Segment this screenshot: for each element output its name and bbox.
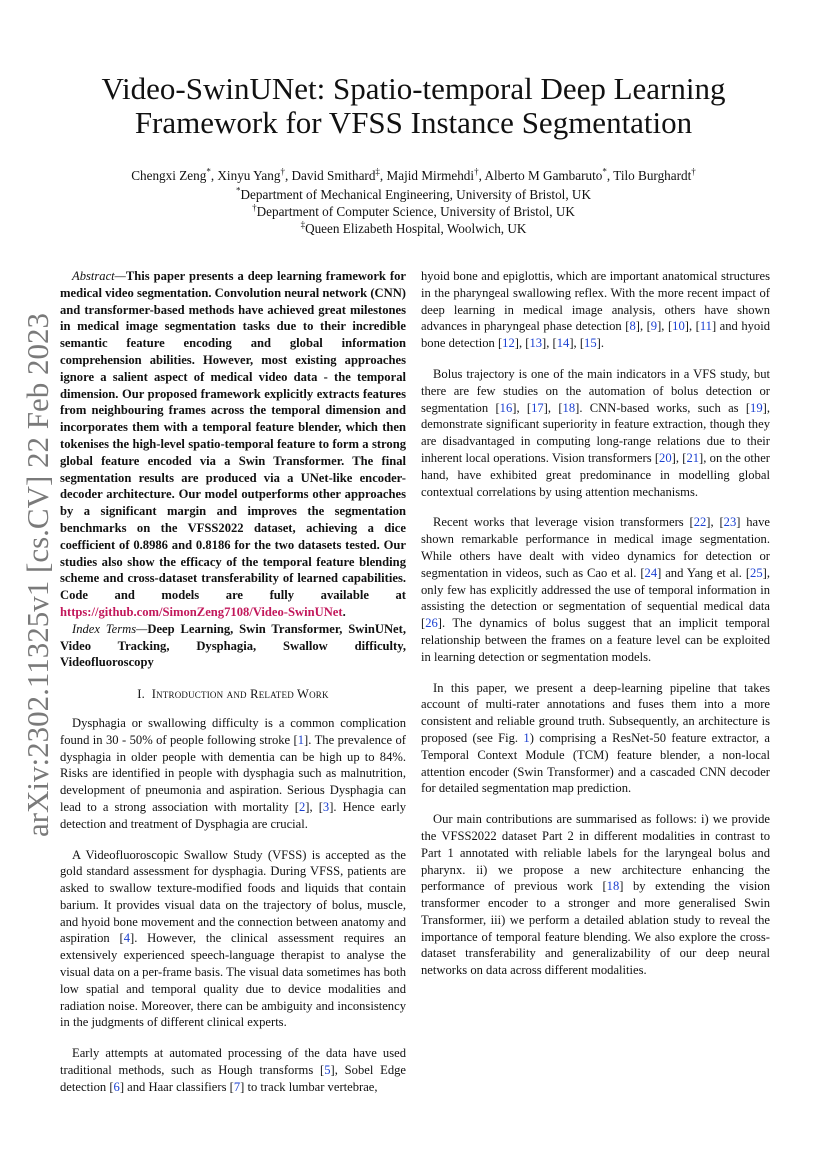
left-column [60, 268, 406, 1096]
author-list: Chengxi Zeng*, Xinyu Yang†, David Smithard‡, Majid Mirmehdi†, Alberto M Gambaruto*, Tilo Burghardt† [131, 166, 696, 183]
citation-link[interactable]: 1 [297, 732, 305, 747]
citation-link[interactable]: 19 [750, 400, 763, 415]
citation-link[interactable]: 23 [723, 515, 737, 530]
citation-link[interactable]: 18 [606, 879, 620, 894]
citation-link[interactable]: 12 [502, 336, 515, 351]
citation-link[interactable]: 5 [324, 1063, 331, 1078]
abstract-label: Abstract— [72, 269, 126, 283]
citation-link[interactable]: 7 [233, 1079, 241, 1094]
citation-link[interactable]: 18 [562, 400, 576, 415]
citation-link[interactable]: 21 [686, 450, 700, 465]
affiliation-mark: * [236, 185, 241, 196]
citation-link[interactable]: 20 [659, 450, 672, 465]
code-link[interactable]: https://github.com/SimonZeng7108/Video-SwinUNet [60, 604, 343, 619]
citation-link[interactable]: 11 [699, 319, 712, 334]
index-terms [60, 621, 406, 671]
citation-link[interactable]: 17 [531, 400, 544, 415]
paragraph: Recent works that leverage vision transformers [22], [23] have shown remarkable performance in medical image segmentation. While others have dealt with video dynamics for detection or segmentation in videos, such as Cao et al. [24] and Yang et al. [25], only few has explicitly addressed the use of temporal information in assisting the detection or segmentation of sequential medical data [26]. The dynamics of bolus suggest that an implicit temporal relationship between the frames on a feature level can be exploited in learning detection or segmentation models. [421, 515, 771, 664]
abstract-text: This paper presents a deep learning framework for medical video segmentation. Convolution neural network (CNN) and transformer-based methods have achieved great milestones in medical image segmentation tasks due to their incredible semantic feature encoding and global information comprehension abilities. However, most existing approaches ignore a salient aspect of medical video data - the temporal dimension. Our proposed framework explicitly extracts features from neighbouring frames across the temporal dimension and incorporates them with a temporal feature blender, which then tokenises the high-level spatio-temporal feature to form a strong global feature encoded via a Swin Transformer. The final segmentation results are produced via a UNet-like encoder-decoder architecture. Our model outperforms other approaches by a significant margin and improves the segmentation benchmarks on the VFSS2022 dataset, achieving a dice coefficient of 0.8986 and 0.8186 for the two datasets tested. Our studies also show the efficacy of the temporal feature blending scheme and cross-dataset transferability of learned capabilities. Code and models are fully available at [60, 269, 406, 603]
title-line: Framework for VFSS Instance Segmentation [134, 105, 693, 140]
affiliation-2 [0, 203, 827, 220]
citation-link[interactable]: 8 [629, 319, 636, 334]
citation-link[interactable]: 24 [644, 565, 658, 580]
author-name: Chengxi Zeng [131, 168, 207, 183]
arxiv-stamp: arXiv:2302.11325v1 [cs.CV] 22 Feb 2023 [20, 312, 55, 838]
citation-link[interactable]: 2 [298, 799, 306, 814]
index-terms-text: Deep Learning, Swin Transformer, SwinUNet, Video Tracking, Dysphagia, Swallow difficulty, Videofluoroscopy [60, 621, 406, 670]
citation-link[interactable]: 16 [499, 400, 513, 415]
affiliation-mark: † [252, 202, 257, 213]
abstract [60, 268, 406, 621]
citation-link[interactable]: 13 [529, 336, 543, 351]
index-terms-label: Index Terms— [72, 621, 148, 636]
citation-link[interactable]: 6 [113, 1079, 120, 1094]
author-mark: * [602, 166, 607, 177]
paper-title [0, 72, 827, 140]
paragraph: Dysphagia or swallowing difficulty is a common complication found in 30 - 50% of people following stroke [1]. The prevalence of dysphagia in older people with dementia can be high up to 84%. Risks are identified in people with dysphagia such as malnutrition, development of pneumonia and aspiration. Serious Dysphagia can lead to a strong association with mortality [2], [3]. Hence early detection and treatment of Dysphagia are crucial. [60, 715, 407, 831]
author-name: David Smithard [291, 168, 376, 183]
citation-link[interactable]: 15 [584, 336, 597, 351]
affiliation-text: Queen Elizabeth Hospital, Woolwich, UK [305, 221, 527, 236]
affiliation-3 [0, 220, 827, 237]
affiliation-mark: ‡ [300, 219, 306, 230]
section-heading [60, 686, 406, 703]
title-line: Video-SwinUNet: Spatio-temporal Deep Learning [101, 71, 726, 106]
affiliation-text: Department of Computer Science, University of Bristol, UK [256, 204, 575, 219]
section-title: Introduction and Related Work [151, 687, 329, 702]
citation-link[interactable]: 4 [123, 931, 130, 946]
author-name: Alberto M Gambaruto [484, 168, 603, 183]
citation-link[interactable]: 14 [556, 336, 570, 351]
citation-link[interactable]: 22 [693, 515, 707, 530]
citation-link[interactable]: 10 [672, 319, 685, 334]
author-mark: † [280, 166, 285, 177]
paragraph: A Videofluoroscopic Swallow Study (VFSS) is accepted as the gold standard assessment for dysphagia. During VFSS, patients are asked to swallow texture-modified foods and liquids that contain barium. It provides visual data on the trajectory of bolus, muscle, and hyoid bone movement and the connection between anatomy and aspiration [4]. However, the clinical assessment requires an extensively experienced speech-language therapist to analyse the visual data on a per-frame basis. The visual data sometimes has both low spatial and temporal quality due to device modalities and radiation noise. Moreover, there can be ambiguity and inconsistency in the judgments of different clinical experts. [60, 847, 407, 1030]
paragraph: Bolus trajectory is one of the main indicators in a VFS study, but there are few studies on the automation of bolus detection or segmentation [16], [17], [18]. CNN-based works, such as [19], demonstrate significant superiority in feature extraction, though they are disadvantaged in computing long-range relations due to their inherent local operations. Vision transformers [20], [21], on the other hand, have exhibited great predominance in modelling global contextual correlations by using attention mechanisms. [421, 366, 771, 499]
author-mark: † [691, 166, 696, 177]
paragraph: Early attempts at automated processing of the data have used traditional methods, such as Hough transforms [5], Sobel Edge detection [6] and Haar classifiers [7] to track lumbar vertebrae, [60, 1046, 406, 1094]
author-mark: * [206, 166, 211, 177]
citation-link[interactable]: 3 [322, 799, 330, 814]
abstract-end: . [342, 604, 346, 619]
citation-link[interactable]: 25 [750, 565, 763, 580]
paragraph: hyoid bone and epiglottis, which are important anatomical structures in the pharyngeal swallowing reflex. With the more recent impact of deep learning in medical image analysis, others have shown advances in pharyngeal phase detection [8], [9], [10], [11] and hyoid bone detection [12], [13], [14], [15]. [421, 269, 771, 351]
author-name: Tilo Burghardt [613, 168, 692, 183]
citation-link[interactable]: 9 [650, 319, 658, 334]
author-mark: ‡ [375, 166, 380, 177]
author-mark: † [474, 166, 479, 177]
right-column [421, 268, 770, 979]
figure-link[interactable]: 1 [523, 730, 530, 745]
paragraph: Our main contributions are summarised as follows: i) we provide the VFSS2022 dataset Part 2 in different modalities in contrast to Part 1 annotated with reliable labels for the laryngeal bolus and pharynx. ii) we propose a new architecture enhancing the performance of previous work [18] by extending the vision transformer encoder to a stronger and more generalised Swin Transformer, iii) we perform a detailed ablation study to reveal the importance of temporal feature blending. We also explore the cross-dataset transferability and generalizability of our deep neural networks on data across different modalities. [421, 812, 770, 978]
author-name: Majid Mirmehdi [386, 168, 475, 183]
author-name: Xinyu Yang [217, 168, 281, 183]
affiliation-1 [0, 186, 827, 203]
section-number: I. [137, 687, 146, 702]
affiliation-text: Department of Mechanical Engineering, University of Bristol, UK [240, 187, 591, 202]
paragraph: In this paper, we present a deep-learning pipeline that takes account of multi-rater annotations and fuses them into a more consistent and reliable ground truth. Subsequently, an architecture is proposed (see Fig. 1) comprising a ResNet-50 feature extractor, a Temporal Context Module (TCM) feature blender, a non-local attention encoder (Swin Transformer) and a cascaded CNN decoder for detailed segmentation map prediction. [421, 680, 770, 796]
citation-link[interactable]: 26 [425, 616, 438, 631]
